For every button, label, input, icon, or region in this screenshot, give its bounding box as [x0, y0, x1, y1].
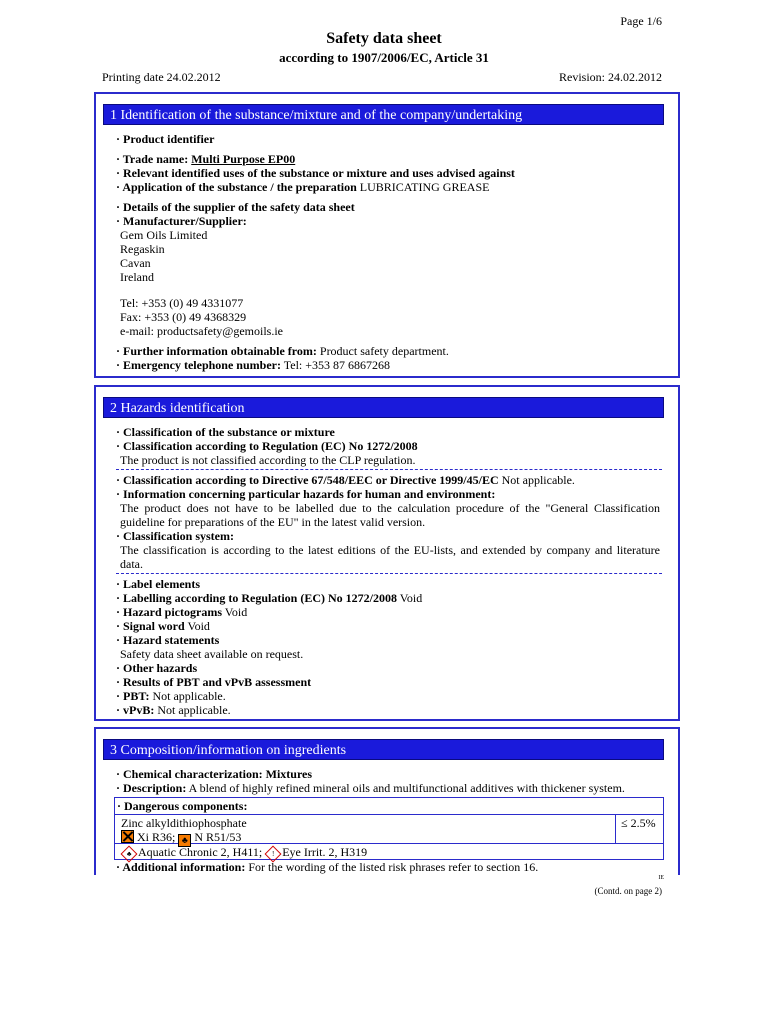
emergency-value: Tel: +353 87 6867268: [280, 358, 391, 372]
environment-hazard-icon: ♣: [178, 834, 191, 847]
ghs09-environment-icon: ♣: [121, 846, 138, 863]
continued-note: (Contd. on page 2): [594, 886, 662, 896]
labelling-value: Void: [397, 591, 423, 605]
address-line: Gem Oils Limited: [120, 228, 208, 242]
additional-info-label: · Additional information:: [116, 860, 246, 874]
application-row: [116, 180, 489, 194]
vpvb-label: · vPvB:: [116, 703, 155, 717]
emergency-label: · Emergency telephone number:: [116, 358, 281, 372]
fax: Fax: +353 (0) 49 4368329: [120, 310, 247, 324]
chemical-characterization: · Chemical characterization: Mixtures: [116, 767, 313, 781]
trade-name-row: [116, 152, 295, 166]
component-class-xi: Xi R36;: [134, 830, 179, 844]
telephone: Tel: +353 (0) 49 4331077: [120, 296, 244, 310]
description-label: · Description:: [116, 781, 187, 795]
clp-text: The product is not classified according to the CLP regulation.: [120, 453, 416, 467]
further-info-value: Product safety department.: [316, 344, 449, 358]
table-rule: [615, 814, 616, 843]
ghs07-exclamation-icon: !: [265, 846, 282, 863]
hazard-statements-text: Safety data sheet available on request.: [120, 647, 304, 661]
dangerous-components-table: [114, 797, 664, 860]
address-line: Regaskin: [120, 242, 165, 256]
table-rule: [115, 814, 663, 815]
pbt-value: Not applicable.: [149, 689, 226, 703]
document-subtitle: according to 1907/2006/EC, Article 31: [279, 50, 489, 65]
revision-date: Revision: 24.02.2012: [558, 70, 662, 84]
email: e-mail: productsafety@gemoils.ie: [120, 324, 284, 338]
directive-row: [116, 473, 575, 487]
vpvb-value: Not applicable.: [154, 703, 231, 717]
relevant-uses-label: · Relevant identified uses of the substance or mixture and uses advised against: [116, 166, 515, 180]
application-value: LUBRICATING GREASE: [356, 180, 490, 194]
manufacturer-label: · Manufacturer/Supplier:: [116, 214, 247, 228]
divider: [116, 469, 662, 470]
hazard-info-text: The product does not have to be labelled due to the calculation procedure of the "General Classification guideline for preparations of the EU" in the latest valid version.: [120, 501, 660, 529]
country-code: IE: [658, 875, 664, 881]
hazard-statements-label: · Hazard statements: [116, 633, 220, 647]
page-number: Page 1/6: [620, 14, 662, 28]
document-title: Safety data sheet: [326, 30, 442, 47]
labelling-row: [116, 591, 422, 605]
pbt-row: [116, 689, 226, 703]
address-line: Cavan: [120, 256, 151, 270]
signal-word-row: [116, 619, 210, 633]
address-line: Ireland: [120, 270, 154, 284]
section-2-heading: 2 Hazards identification: [103, 397, 664, 418]
pbt-label: · PBT:: [116, 689, 150, 703]
signal-word-value: Void: [184, 619, 210, 633]
pictograms-value: Void: [221, 605, 248, 619]
description-value: A blend of highly refined mineral oils and multifunctional additives with thickener system.: [186, 781, 625, 795]
printing-date: Printing date 24.02.2012: [102, 70, 221, 84]
vpvb-row: [116, 703, 231, 717]
trade-name-label: · Trade name:: [116, 152, 192, 166]
further-info-row: [116, 344, 449, 358]
section-1: [94, 92, 680, 378]
component-name: Zinc alkyldithiophosphate: [121, 816, 247, 830]
harmful-irritant-icon: [121, 830, 134, 843]
hazard-info-label: · Information concerning particular hazards for human and environment:: [116, 487, 496, 501]
classification-label: · Classification of the substance or mixture: [116, 425, 335, 439]
classification-system-label: · Classification system:: [116, 529, 234, 543]
further-info-label: · Further information obtainable from:: [116, 344, 317, 358]
trade-name: Multi Purpose EP00: [191, 152, 296, 166]
classification-system-text: The classification is according to the latest editions of the EU-lists, and extended by company and literature data.: [120, 543, 660, 571]
additional-info-value: For the wording of the listed risk phrases refer to section 16.: [245, 860, 539, 874]
pbt-assessment-label: · Results of PBT and vPvB assessment: [116, 675, 312, 689]
section-3: [94, 727, 680, 875]
application-label: · Application of the substance / the preparation: [116, 180, 357, 194]
component-class-n: N R51/53: [191, 830, 242, 844]
emergency-row: [116, 358, 390, 372]
dangerous-components-label: · Dangerous components:: [117, 799, 248, 813]
directive-value: Not applicable.: [498, 473, 575, 487]
directive-label: · Classification according to Directive 67/548/EEC or Directive 1999/45/EC: [116, 473, 499, 487]
component-ghs-eye: Eye Irrit. 2, H319: [282, 845, 368, 859]
description-row: [116, 781, 625, 795]
other-hazards-label: · Other hazards: [116, 661, 198, 675]
pictograms-label: · Hazard pictograms: [116, 605, 222, 619]
product-identifier-label: · Product identifier: [116, 132, 215, 146]
section-3-heading: 3 Composition/information on ingredients: [103, 739, 664, 760]
section-1-heading: 1 Identification of the substance/mixture and of the company/undertaking: [103, 104, 664, 125]
component-ghs: [121, 845, 367, 860]
component-ghs-aquatic: Aquatic Chronic 2, H411;: [138, 845, 266, 859]
pictograms-row: [116, 605, 247, 619]
supplier-details-label: · Details of the supplier of the safety data sheet: [116, 200, 355, 214]
divider: [116, 573, 662, 574]
section-2: [94, 385, 680, 721]
clp-label: · Classification according to Regulation (EC) No 1272/2008: [116, 439, 418, 453]
label-elements-label: · Label elements: [116, 577, 200, 591]
component-concentration: ≤ 2.5%: [621, 816, 656, 830]
labelling-label: · Labelling according to Regulation (EC) No 1272/2008: [116, 591, 398, 605]
additional-info-row: [116, 860, 538, 874]
signal-word-label: · Signal word: [116, 619, 185, 633]
